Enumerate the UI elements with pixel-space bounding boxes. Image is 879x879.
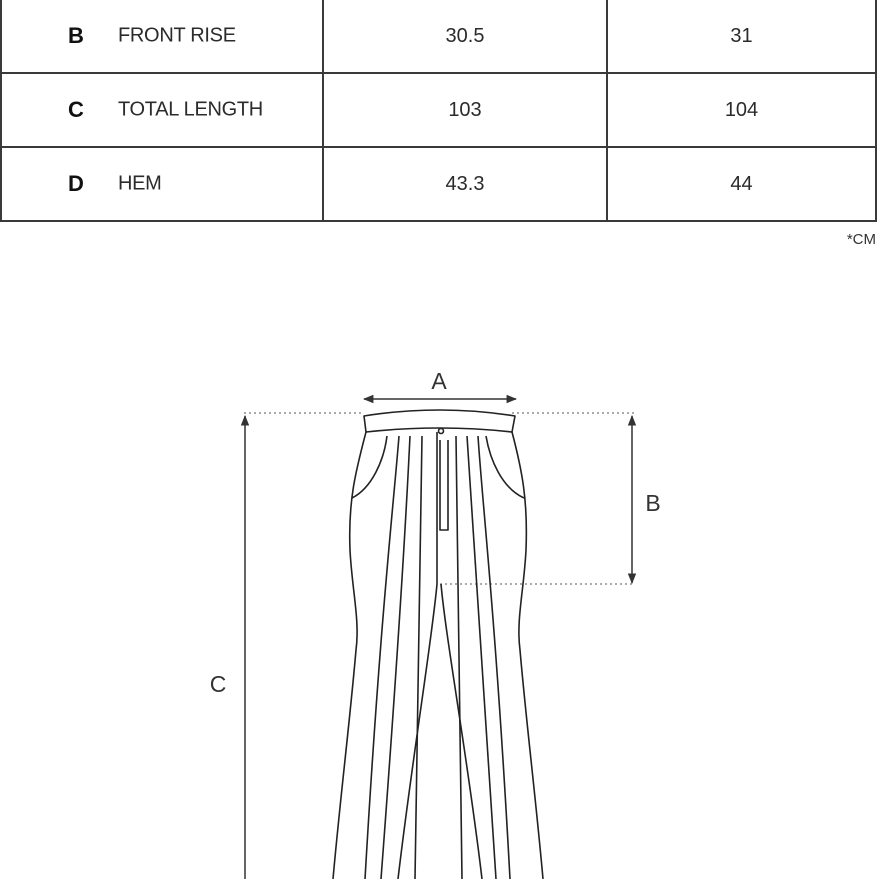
row-name: FRONT RISE xyxy=(118,24,236,47)
row-name: HEM xyxy=(118,172,162,195)
size-value-cell: 44 xyxy=(607,147,876,221)
row-letter: D xyxy=(68,171,84,196)
size-value-cell: 31 xyxy=(607,0,876,73)
size-value-cell: 43.3 xyxy=(323,147,607,221)
row-name: TOTAL LENGTH xyxy=(118,98,263,121)
row-letter: C xyxy=(68,97,84,122)
size-value-cell: 104 xyxy=(607,73,876,147)
dimension-label-b: B xyxy=(645,490,661,516)
size-value-cell: 30.5 xyxy=(323,0,607,73)
pants-illustration xyxy=(333,410,543,879)
row-letter: B xyxy=(68,23,84,48)
dimension-b xyxy=(632,416,661,583)
guide-lines xyxy=(244,413,634,584)
unit-note: *CM xyxy=(846,231,876,248)
dimension-label-a: A xyxy=(431,368,447,394)
size-value-cell: 103 xyxy=(323,73,607,147)
dimension-label-c: C xyxy=(209,671,227,697)
dimension-c xyxy=(210,416,245,879)
dimension-a xyxy=(364,368,516,399)
